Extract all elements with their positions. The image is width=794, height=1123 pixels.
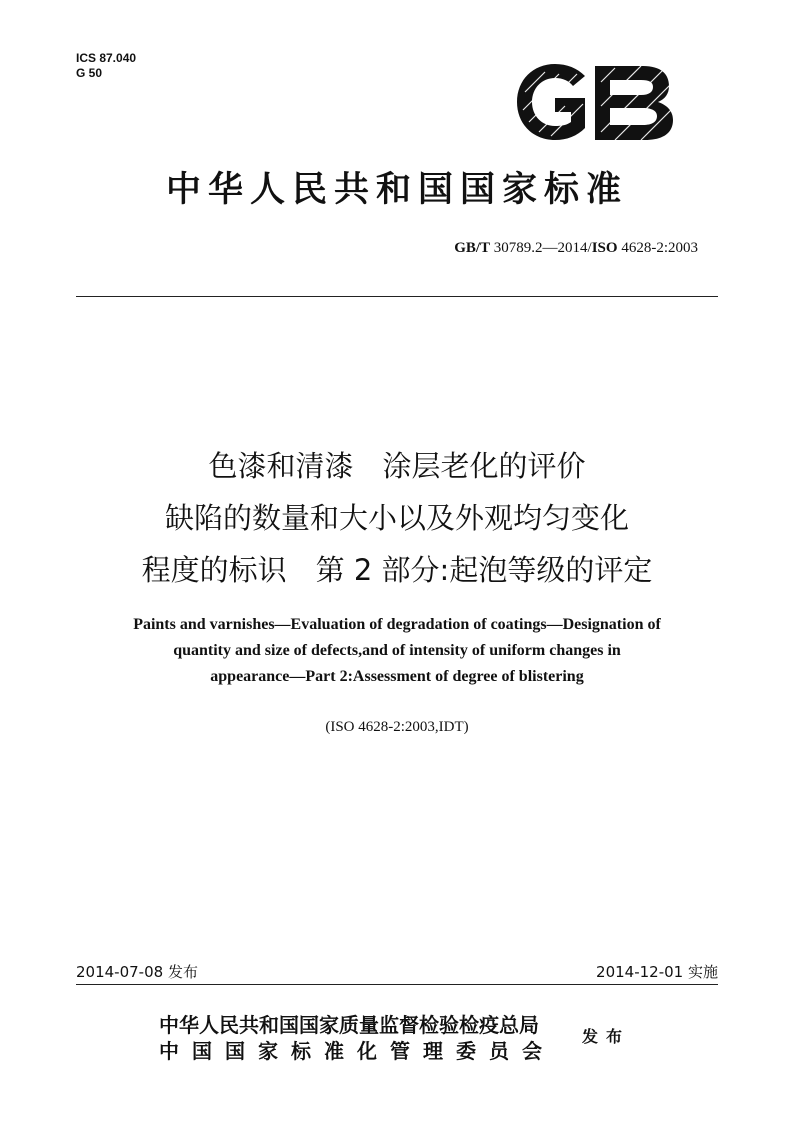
iso-prefix: ISO	[591, 240, 618, 256]
english-title	[0, 612, 794, 690]
standard-number	[454, 240, 698, 257]
issuer-sac: 中国国家标准化管理委员会	[159, 1039, 555, 1063]
issuer-aqsiq: 中华人民共和国国家质量监督检验检疫总局	[159, 1013, 539, 1037]
english-title-line: Paints and varnishes—Evaluation of degradation of coatings—Designation of	[133, 616, 661, 633]
chinese-title	[0, 440, 794, 596]
english-title-line: appearance—Part 2:Assessment of degree of blistering	[210, 668, 584, 685]
chinese-title-line: 程度的标识 第 2 部分:起泡等级的评定	[141, 553, 653, 587]
chinese-title-line: 缺陷的数量和大小以及外观均匀变化	[164, 501, 629, 535]
english-title-line: quantity and size of defects,and of intensity of uniform changes in	[173, 642, 621, 659]
standard-prefix: GB/T	[454, 240, 491, 256]
chinese-title-line: 色漆和清漆 涂层老化的评价	[208, 449, 586, 483]
issue-date: 2014-07-08 发布	[76, 963, 198, 981]
implementation-date: 2014-12-01 实施	[596, 963, 718, 981]
iso-equivalence: (ISO 4628-2:2003,IDT)	[325, 719, 469, 735]
standard-number-main: 30789.2—2014/	[490, 240, 592, 256]
gb-logo	[515, 62, 675, 142]
top-divider	[76, 296, 718, 297]
publish-label: 发布	[582, 1027, 631, 1046]
national-standard-title: 中华人民共和国国家标准	[165, 169, 628, 210]
iso-number: 4628-2:2003	[617, 240, 698, 256]
ccs-code: G 50	[76, 66, 103, 80]
bottom-divider	[76, 984, 718, 985]
classification-codes	[76, 51, 136, 81]
ics-code: ICS 87.040	[76, 51, 137, 65]
